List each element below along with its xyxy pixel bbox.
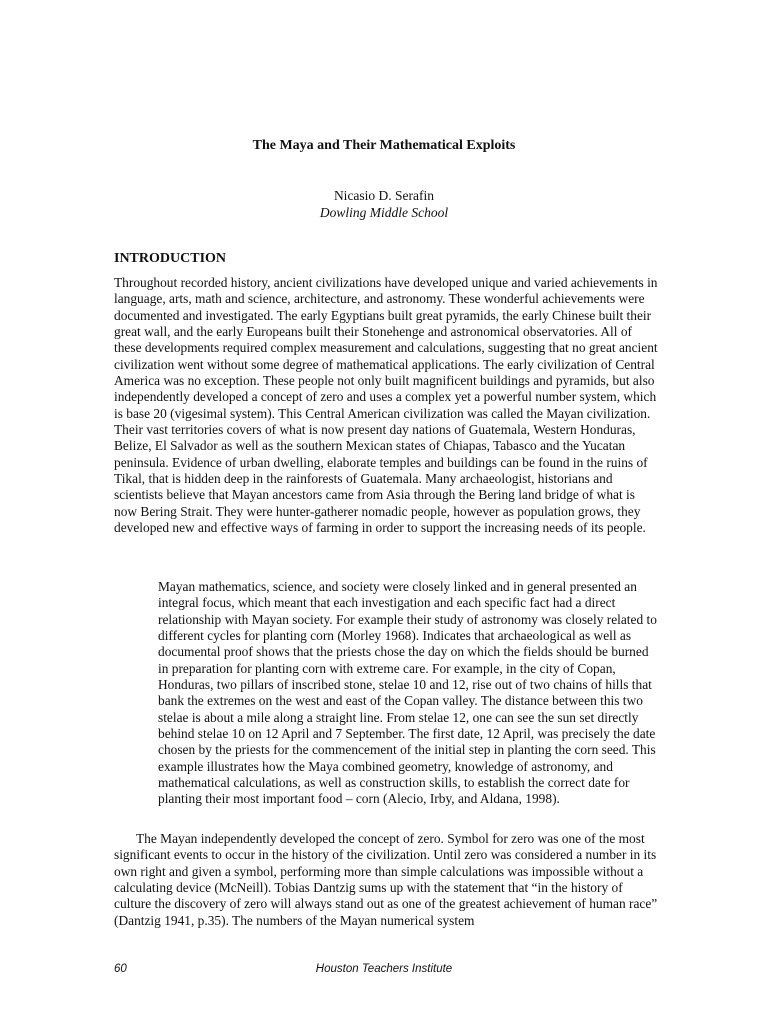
zero-paragraph: The Mayan independently developed the concept of zero. Symbol for zero was one of the most significant events to occur in the history of the civilization. Until zero was considered a number in its own right and given a symbol, performing more than simple calculations was impossible without a calculating device (McNeill). Tobias Dantzig sums up with the statement that “in the history of culture the discovery of zero will always stand out as one of the greatest achievement of human race” (Dantzig 1941, p.35). The numbers of the Mayan numerical system (114, 831, 658, 928)
author-affiliation: Dowling Middle School (319, 205, 449, 220)
intro-paragraph: Throughout recorded history, ancient civilizations have developed unique and varied achievements in language, arts, math and science, architecture, and astronomy. These wonderful achievements were documented and investigated. The early Egyptians built great pyramids, the early Chinese built their great wall, and the early Europeans built their Stonehenge and astronomical observatories. All of these developments required complex measurement and calculations, suggesting that no great ancient civilization went without some degree of mathematical applications. The early civilization of Central America was no exception. These people not only built magnificent buildings and pyramids, but also independently developed a concept of zero and uses a complex yet a powerful number system, which is base 20 (vigesimal system). This Central American civilization was called the Mayan civilization. Their vast territories covers of what is now present day nations of Guatemala, Western Honduras, Belize, El Salvador as well as the southern Mexican states of Chiapas, Tabasco and the Yucatan peninsula. Evidence of urban dwelling, elaborate temples and buildings can be found in the ruins of Tikal, that is hidden deep in the rainforests of Guatemala. Many archaeologist, historians and scientists believe that Mayan ancestors came from Asia through the Bering land bridge of what is now Bering Strait. They were hunter-gatherer nomadic people, however as population grows, they developed new and effective ways of farming in order to support the increasing needs of its people. (114, 275, 658, 536)
block-quote: Mayan mathematics, science, and society were closely linked and in general presented an integral focus, which meant that each investigation and each specific fact had a direct relationship with Mayan society. For example their study of astronomy was closely related to different cycles for planting corn (Morley 1968). Indicates that archaeological as well as documental proof shows that the priests chose the day on which the fields should be burned in preparation for planting corn with extreme care. For example, in the city of Copan, Honduras, two pillars of inscribed stone, stelae 10 and 12, rise out of two chains of hills that bank the extremes on the west and east of the Copan valley. The distance between this two stelae is about a mile along a straight line. From stelae 12, one can see the sun set directly behind stelae 10 on 12 April and 7 September. The first date, 12 April, was precisely the date chosen by the priests for the commencement of the initial step in planting the corn seed. This example illustrates how the Maya combined geometry, knowledge of astronomy, and mathematical calculations, as well as construction skills, to establish the correct date for planting their most important food – corn (Alecio, Irby, and Aldana, 1998). (158, 579, 657, 807)
section-heading: INTRODUCTION (114, 251, 227, 266)
page-number: 60 (114, 963, 127, 975)
footer-institute: Houston Teachers Institute (315, 963, 453, 975)
author-name: Nicasio D. Serafin (333, 188, 435, 203)
paper-title: The Maya and Their Mathematical Exploits (252, 138, 516, 153)
